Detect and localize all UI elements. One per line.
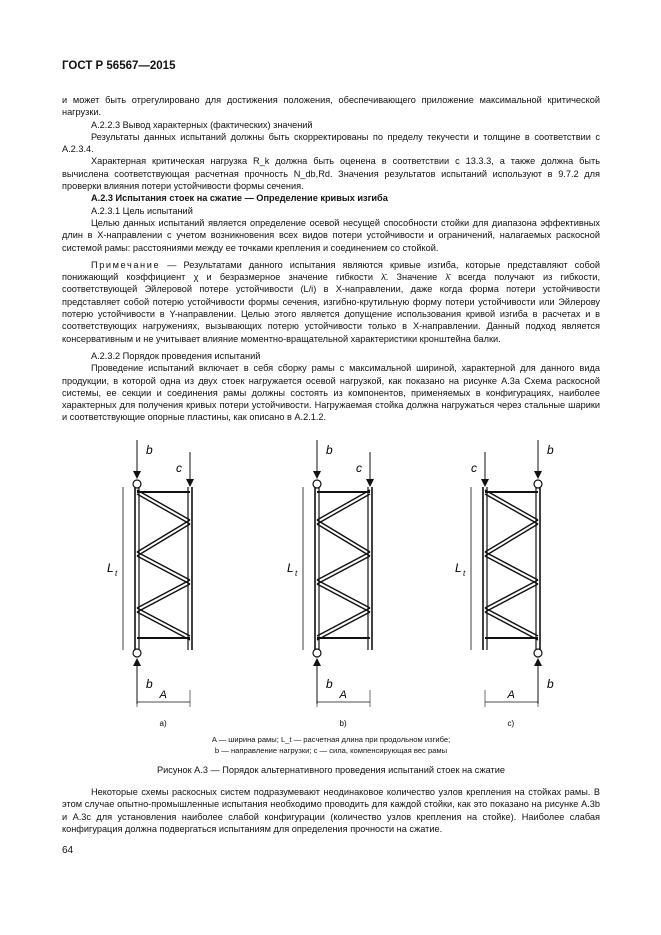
brace-member (137, 490, 190, 520)
brace-member (317, 556, 370, 584)
paragraph: Некоторые схемы раскосных систем подразумевают неодинаковое количество узлов крепления на стойках рамы. В этом случае опытно-промышленные испытания необходимо проводить для каждой стойки, как это показано на рисунке А.3b и А.3с для установления наиболее слабой конфигурации (количество узлов крепления на стойке). Наиболее слабая конфигурация должна подвергаться испытаниям для определения прочности на сжатие. (62, 787, 600, 834)
brace-member (137, 520, 190, 552)
steel-ball-top (534, 480, 542, 488)
label-c: c (471, 461, 477, 475)
label-c: c (176, 461, 182, 475)
body-text-bottom (62, 786, 600, 835)
label-c: c (356, 461, 362, 475)
page-number: 64 (62, 845, 74, 856)
label-lt: L (455, 561, 462, 575)
steel-ball-bottom (534, 649, 542, 657)
legend-line-1: A — ширина рамы; L_t — расчетная длина при продольном изгибе; (211, 735, 451, 744)
steel-ball-top (133, 480, 141, 488)
brace-member (137, 552, 190, 580)
brace-member (485, 524, 538, 556)
brace-member (485, 608, 538, 636)
label-lt: L (287, 561, 294, 575)
label-b-bottom: b (146, 677, 153, 691)
steel-ball-bottom (313, 649, 321, 657)
brace-member (317, 520, 370, 552)
subfigure-label: b) (339, 719, 347, 728)
brace-member (485, 520, 538, 552)
section-heading: А.2.3.1 Цель испытаний (91, 205, 193, 216)
brace-member (317, 490, 370, 520)
label-lt: L (107, 561, 114, 575)
label-b-top: b (547, 443, 554, 457)
frame-test-figure (100, 432, 570, 732)
paragraph: Целью данных испытаний является определение осевой несущей способности стойки для диапазона эффективных длин в X-направлении с учетом возникновения всех видов потери устойчивости и ограничений, налагаемых раскосной системой рамы: расстояниями между ее точками крепления и соединением со стойкой. (62, 217, 600, 253)
section-heading: А.2.3 Испытания стоек на сжатие — Определение кривых изгиба (91, 193, 388, 204)
brace-member (485, 556, 538, 584)
brace-member (485, 552, 538, 580)
brace-member (317, 608, 370, 636)
label-b-bottom: b (547, 677, 554, 691)
brace-member (317, 580, 370, 608)
steel-ball-top (313, 480, 321, 488)
brace-member (137, 580, 190, 608)
brace-member (137, 494, 190, 524)
steel-ball-bottom (133, 649, 141, 657)
paragraph: Проведение испытаний включает в себя сборку рамы с максимальной шириной, характерной для данного вида продукции, в которой одна из двух стоек нагружается осевой нагрузкой, как показано на рисунке А.3а Схема раскосной системы, ее секции и соединения рамы должны состоять из компонентов, применяемых в конфигурациях, наиболее характерных для получения кривых потери устойчивости. Нагружаемая стойка должна нагружаться через стальные шарики и соответствующие опорные пластины, как описано в А.2.1.2. (62, 363, 600, 423)
label-b-top: b (326, 443, 333, 457)
label-a: A (159, 689, 167, 701)
paragraph: Результаты данных испытаний должны быть скорректированы по пределу текучести и толщине в соответствии с А.2.3.4. (62, 131, 600, 155)
brace-member (485, 584, 538, 612)
body-text-top (62, 94, 600, 424)
brace-member (485, 612, 538, 640)
brace-member (137, 556, 190, 584)
label-b-bottom: b (326, 677, 333, 691)
note-label: Примечание (91, 259, 161, 270)
brace-member (317, 552, 370, 580)
note (62, 259, 600, 345)
brace-member (485, 490, 538, 520)
label-a: A (507, 689, 515, 701)
label-lt-sub: t (115, 569, 118, 578)
brace-member (137, 608, 190, 636)
label-lt-sub: t (463, 569, 466, 578)
brace-member (137, 612, 190, 640)
brace-member (317, 524, 370, 556)
label-lt-sub: t (295, 569, 298, 578)
figure-legend (62, 734, 600, 756)
brace-member (317, 612, 370, 640)
brace-member (137, 524, 190, 556)
paragraph: Характерная критическая нагрузка R_k должна быть оценена в соответствии с 13.3.3, а также должна быть вычислена соответствующая расчетная прочность N_db,Rd. Значения результатов испытаний используют в 9.7.2 для проверки влияния потери устойчивости формы сечения. (62, 156, 600, 192)
subfigure-label: a) (159, 719, 167, 728)
label-a: A (339, 689, 347, 701)
brace-member (137, 584, 190, 612)
document-header: ГОСТ Р 56567—2015 (62, 60, 176, 72)
brace-member (317, 494, 370, 524)
subfigure-label: c) (507, 719, 515, 728)
section-heading: A.2.2.3 Вывод характерных (фактических) значений (91, 119, 313, 130)
note-text: — Результатами данного испытания являются кривые изгиба, которые представляют собой понижающий коэффициент χ и безразмерное значение гибкости λ̄. Значение λ̄ всегда получают из гибкости, соответствующей Эйлеровой потере устойчивости (L/i) в X-направлении, даже когда форма потери устойчивости представляет собой потерю устойчивости формы сечения, изгибно-крутильную форму потери устойчивости или Эйлерову потерю устойчивости в Y-направлении. Целью этого является допущение использования кривой изгиба в расчетах и в соответствующих нагружениях, вызывающих потерю устойчивости только в X-направлении. Данный подход является консервативным и не учитывает влияние моментно-вращательной характеристики кронштейна балки. (62, 259, 600, 344)
brace-member (485, 580, 538, 608)
legend-line-2: b — направление нагрузки; c — сила, компенсирующая вес рамы (214, 746, 448, 755)
paragraph: и может быть отрегулировано для достижения положения, обеспечивающего приложение максимальной критической нагрузки. (62, 95, 600, 118)
figure-caption: Рисунок А.3 — Порядок альтернативного проведения испытаний стоек на сжатие (156, 765, 505, 775)
brace-member (485, 494, 538, 524)
section-heading: А.2.3.2 Порядок проведения испытаний (91, 350, 261, 361)
brace-member (317, 584, 370, 612)
label-b-top: b (146, 443, 153, 457)
